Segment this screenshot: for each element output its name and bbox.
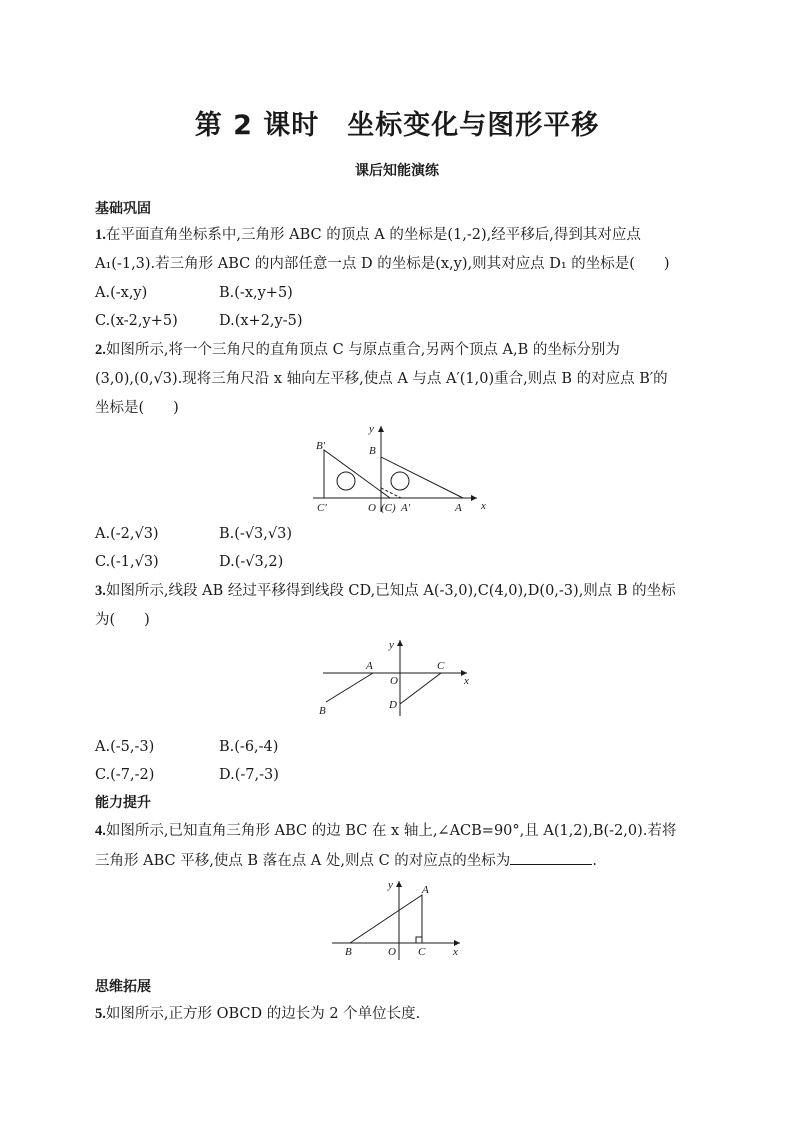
q3-label-d: D — [389, 699, 397, 711]
q2-line3: 坐标是( ) — [95, 400, 179, 416]
q4-answer-blank[interactable] — [510, 850, 592, 865]
q2-label-y: y — [369, 423, 374, 435]
q3-label-y: y — [389, 639, 394, 651]
q4-right-angle-mark — [416, 937, 422, 943]
q1-option-b: B.(-x,y+5) — [219, 285, 293, 301]
q3-label-o: O — [390, 675, 398, 687]
section-basic: 基础巩固 — [95, 201, 151, 217]
q2-circle-right — [391, 472, 409, 490]
q1-line1 — [95, 225, 641, 245]
q2-label-c: (C) — [381, 502, 396, 514]
q2-x-arrow — [471, 495, 477, 501]
q3-option-a: A.(-5,-3) — [95, 739, 155, 755]
q4-figure — [328, 876, 468, 961]
q4-label-a: A — [422, 884, 429, 896]
q2-label-a: A — [455, 502, 462, 514]
q3-line2: 为( ) — [95, 612, 150, 628]
q3-segment-cd — [400, 673, 441, 704]
q2-circle-left — [337, 472, 355, 490]
q2-line2: (3,0),(0,√3).现将三角尺沿 x 轴向左平移,使点 A 与点 A′(1,0)重合,则点 B 的对应点 B′的 — [95, 371, 668, 387]
page-subtitle: 课后知能演练 — [355, 163, 439, 179]
q4-label-b: B — [345, 946, 352, 958]
q5-number: 5. — [95, 1006, 106, 1022]
q3-line1 — [95, 581, 676, 601]
page-title: 第 2 课时 坐标变化与图形平移 — [194, 110, 600, 141]
q2-triangle-shifted — [324, 450, 390, 498]
q2-label-b-prime: B′ — [316, 440, 326, 452]
q2-label-b: B — [369, 445, 376, 457]
q4-line1 — [95, 821, 676, 841]
q3-option-d: D.(-7,-3) — [219, 767, 279, 783]
q3-option-b: B.(-6,-4) — [219, 739, 279, 755]
q2-figure — [305, 420, 490, 515]
q3-label-c: C — [437, 660, 445, 672]
q4-label-y: y — [388, 879, 393, 891]
q4-text2-end: . — [592, 853, 597, 869]
q5-line1 — [95, 1004, 420, 1024]
q4-number: 4. — [95, 823, 106, 839]
q2-option-b: B.(-√3,√3) — [219, 526, 293, 542]
q3-segment-ab — [326, 673, 373, 702]
q3-option-c: C.(-7,-2) — [95, 767, 155, 783]
q1-text1: 在平面直角坐标系中,三角形 ABC 的顶点 A 的坐标是(1,-2),经平移后,得到其对应点 — [105, 227, 641, 243]
q2-line1 — [95, 340, 620, 360]
q4-y-arrow — [396, 881, 402, 887]
section-extension: 思维拓展 — [95, 979, 151, 995]
q4-text1: 如图所示,已知直角三角形 ABC 的边 BC 在 x 轴上,∠ACB=90°,且 A(1,2),B(-2,0).若将 — [105, 823, 677, 839]
q2-text1: 如图所示,将一个三角尺的直角顶点 C 与原点重合,另两个顶点 A,B 的坐标分别为 — [105, 342, 620, 358]
q2-triangle-original — [381, 457, 463, 498]
q2-number: 2. — [95, 342, 106, 358]
q4-text2: 三角形 ABC 平移,使点 B 落在点 A 处,则点 C 的对应点的坐标为 — [95, 853, 511, 869]
q4-label-c: C — [418, 946, 426, 958]
q2-label-x: x — [481, 500, 486, 512]
q2-label-c-prime: C′ — [317, 502, 327, 514]
q1-line2: A₁(-1,3).若三角形 ABC 的内部任意一点 D 的坐标是(x,y),则其对应点 D₁ 的坐标是( ) — [95, 256, 670, 272]
q3-number: 3. — [95, 583, 106, 599]
q2-y-arrow — [378, 426, 384, 432]
q5-text1: 如图所示,正方形 OBCD 的边长为 2 个单位长度. — [105, 1006, 421, 1022]
q3-label-b: B — [319, 705, 326, 717]
q3-y-arrow — [397, 640, 403, 646]
q4-label-x: x — [453, 946, 458, 958]
q3-figure — [315, 636, 480, 721]
q2-option-d: D.(-√3,2) — [219, 554, 284, 570]
q4-line2 — [95, 850, 597, 871]
q1-option-c: C.(x-2,y+5) — [95, 313, 178, 329]
q1-option-d: D.(x+2,y-5) — [219, 313, 303, 329]
q4-label-o: O — [388, 946, 396, 958]
section-advanced: 能力提升 — [95, 795, 151, 811]
q3-text1: 如图所示,线段 AB 经过平移得到线段 CD,已知点 A(-3,0),C(4,0),D(0,-3),则点 B 的坐标 — [105, 583, 676, 599]
q2-option-a: A.(-2,√3) — [95, 526, 159, 542]
q1-number: 1. — [95, 227, 106, 243]
q1-option-a: A.(-x,y) — [95, 285, 148, 301]
q3-label-a: A — [366, 660, 373, 672]
q4-triangle — [350, 895, 422, 943]
q2-option-c: C.(-1,√3) — [95, 554, 159, 570]
q3-label-x: x — [464, 675, 469, 687]
q2-label-a-prime: A′ — [401, 502, 411, 514]
q2-label-o: O — [368, 502, 376, 514]
